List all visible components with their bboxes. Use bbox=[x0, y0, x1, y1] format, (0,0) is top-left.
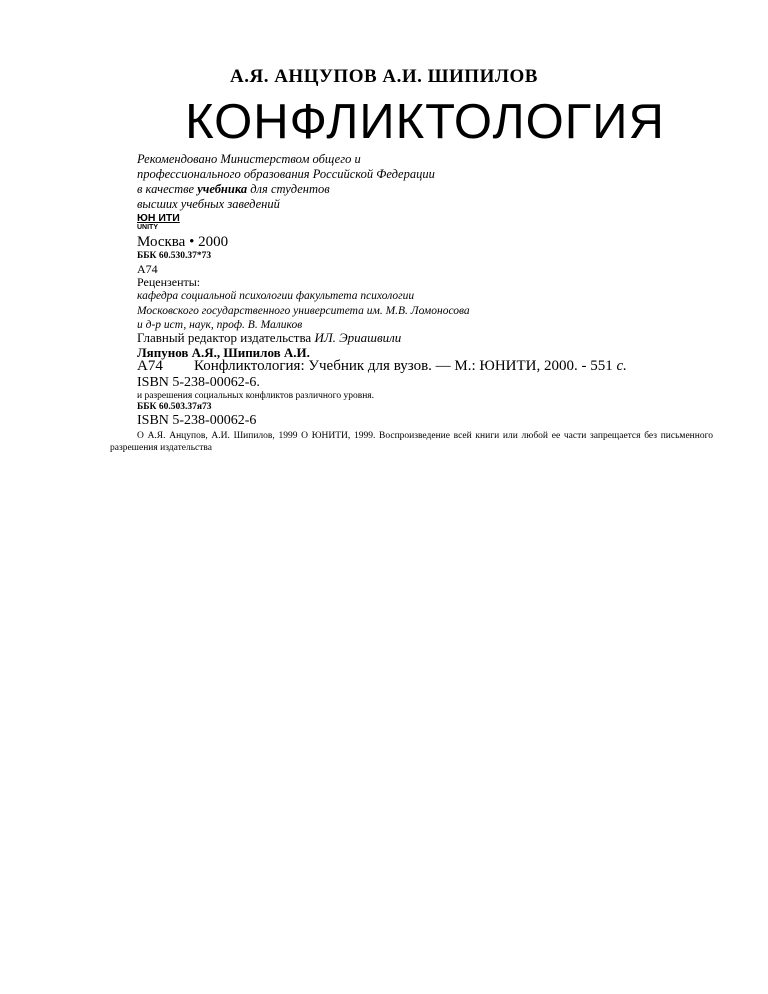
book-title: КОНФЛИКТОЛОГИЯ bbox=[185, 95, 665, 149]
isbn-bottom: ISBN 5-238-00062-6 bbox=[137, 413, 257, 428]
publisher-logo: ЮН ИТИ bbox=[137, 212, 180, 224]
chief-editor bbox=[137, 330, 737, 345]
recommendation-line-3-pre: в качестве bbox=[137, 182, 198, 196]
reviewer-line: кафедра социальной психологии факультета психологии bbox=[137, 290, 415, 302]
city-year: Москва • 2000 bbox=[137, 234, 229, 250]
chief-editor-name: ИЛ. Эриашвили bbox=[314, 330, 402, 345]
bibliographic-record bbox=[137, 358, 757, 375]
reviewers-label: Рецензенты: bbox=[137, 275, 201, 289]
bib-text: Конфликтология: Учебник для вузов. — М.: ЮНИТИ, 2000. - 551 bbox=[194, 358, 617, 374]
isbn-top: ISBN 5-238-00062-6. bbox=[137, 375, 260, 390]
recommendation-line-3 bbox=[137, 182, 737, 197]
bbk-bottom: ББК 60.503.37я73 bbox=[137, 402, 212, 412]
reviewers-list bbox=[137, 289, 737, 333]
author-code: А74 bbox=[137, 262, 158, 276]
chief-editor-label: Главный редактор издательства bbox=[137, 330, 315, 345]
copyright-notice: О А.Я. Анцупов, А.И. Шипилов, 1999 О ЮНИТИ, 1999. Воспроизведение всей книги или любой ее части запрещается без письменного разрешения издательства bbox=[110, 431, 713, 453]
recommendation-line-2: профессионального образования Российской Федерации bbox=[137, 167, 435, 181]
bbk-top: ББК 60.530.37*73 bbox=[137, 251, 212, 261]
recommendation-line-1: Рекомендовано Министерством общего и bbox=[137, 152, 361, 166]
annotation-fragment: и разрешения социальных конфликтов различного уровня. bbox=[137, 391, 375, 401]
publisher-logo-sub: UNITY bbox=[137, 224, 158, 231]
bib-suffix: с. bbox=[616, 358, 627, 374]
authors-short: Ляпунов А.Я., Шипилов А.И. bbox=[137, 345, 310, 360]
bib-code: А74 bbox=[137, 358, 163, 374]
reviewer-line: Московского государственного университета им. М.В. Ломоносова bbox=[137, 304, 470, 317]
recommendation-line-3-post: для студентов bbox=[247, 182, 330, 196]
reviewer-line: и д-р ист, наук, проф. В. Маликов bbox=[137, 319, 303, 331]
authors-heading: А.Я. АНЦУПОВ А.И. ШИПИЛОВ bbox=[230, 66, 538, 87]
recommendation-line-4: высших учебных заведений bbox=[137, 197, 280, 211]
recommendation-block bbox=[137, 152, 737, 212]
recommendation-emphasis: учебника bbox=[197, 182, 248, 196]
